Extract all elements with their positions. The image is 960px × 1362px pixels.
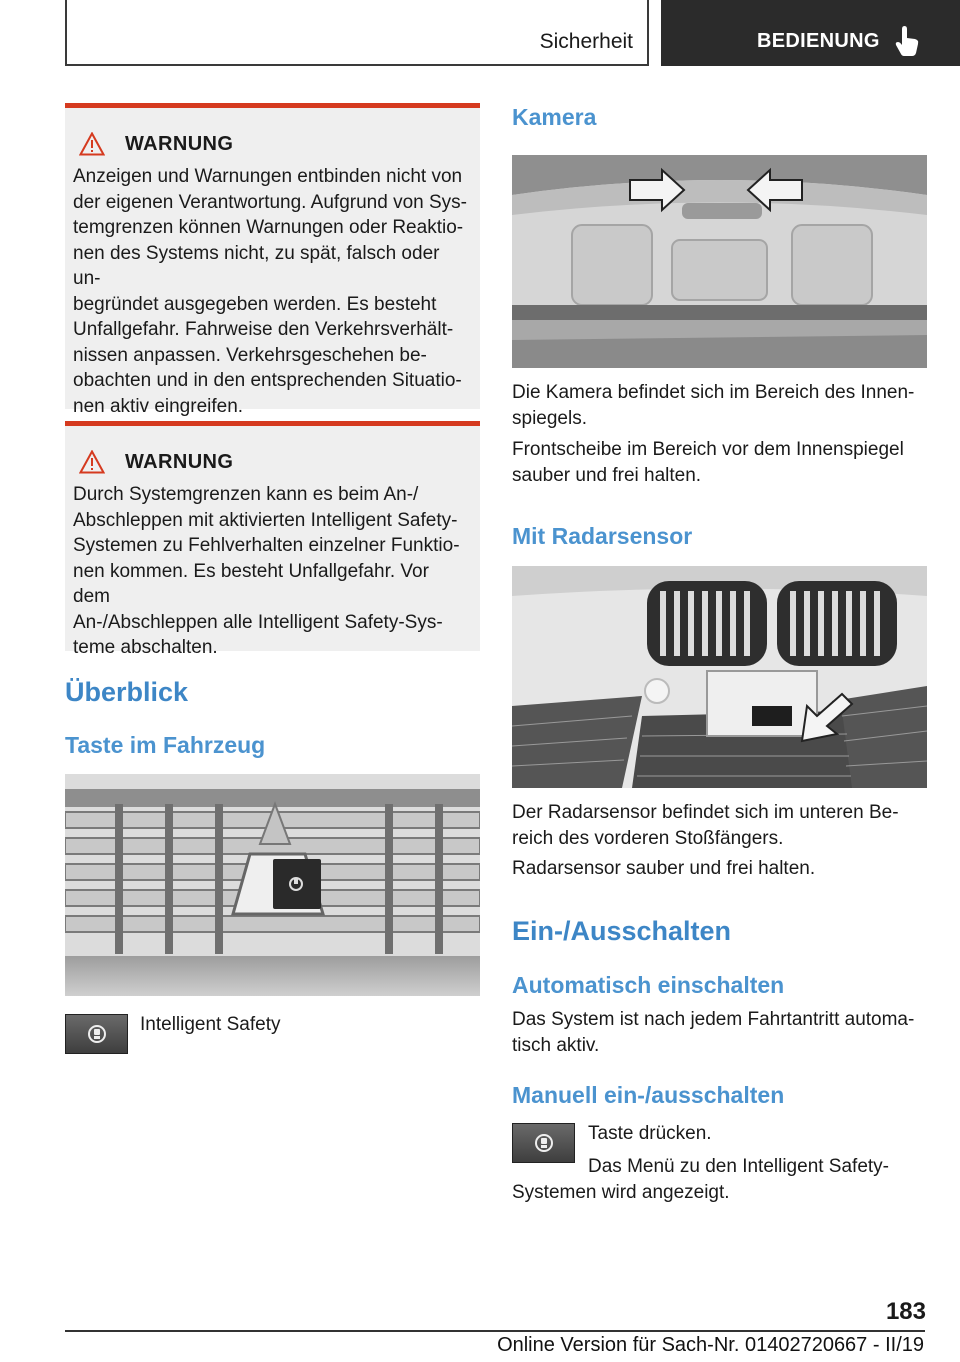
overview-heading: Überblick (65, 677, 189, 707)
radar-sensor-image (512, 566, 927, 788)
button-heading: Taste im Fahrzeug (65, 732, 266, 758)
manual-step-2-line-2: Systemen wird angezeigt. (512, 1182, 730, 1203)
text-line: Frontscheibe im Bereich vor dem Innenspiegel (512, 439, 904, 460)
intelligent-safety-icon (534, 1131, 554, 1155)
footer-version: Online Version für Sach-Nr. 01402720667 - II/19 (497, 1334, 924, 1356)
camera-image (512, 155, 927, 368)
warning-line: Abschleppen mit aktivierten Intelligent Safety‐ (73, 509, 458, 531)
onoff-heading: Ein-/Ausschalten (512, 916, 732, 946)
camera-text-2 (512, 437, 904, 488)
warning-box-2 (65, 421, 480, 658)
button-caption: Intelligent Safety (140, 1014, 281, 1035)
warning-triangle-icon (79, 450, 105, 474)
header-section-tab (65, 0, 649, 66)
footer-divider (65, 1330, 925, 1332)
radar-heading: Mit Radarsensor (512, 523, 693, 549)
text-line: Der Radarsensor befindet sich im unteren Be‐ (512, 802, 899, 823)
warning-line: Durch Systemgrenzen kann es beim An‐/ (73, 484, 419, 505)
warning-text (73, 164, 470, 419)
warning-line: nen aktiv eingreifen. (73, 395, 244, 417)
camera-text-1 (512, 380, 914, 431)
radar-text-1 (512, 800, 899, 851)
auto-text (512, 1007, 914, 1058)
radar-text-2: Radarsensor sauber und frei halten. (512, 858, 816, 879)
text-line: reich des vorderen Stoßfängers. (512, 827, 784, 849)
warning-line: der eigenen Verantwortung. Aufgrund von Sys‐ (73, 191, 467, 213)
manual-step-2-line-1: Das Menü zu den Intelligent Safety‐ (588, 1156, 890, 1177)
warning-title: WARNUNG (125, 450, 234, 473)
page-number: 183 (885, 1298, 926, 1325)
button-in-vehicle-image (65, 774, 480, 996)
text-line: sauber und frei halten. (512, 464, 702, 486)
warning-line: nissen anpassen. Verkehrsgeschehen be‐ (73, 344, 427, 366)
intelligent-safety-button-icon (512, 1123, 575, 1163)
warning-line: Unfallgefahr. Fahrweise den Verkehrsverhält‐ (73, 319, 454, 340)
warning-line: Anzeigen und Warnungen entbinden nicht von (73, 166, 463, 187)
text-line: spiegels. (512, 407, 587, 429)
section-label: Sicherheit (539, 30, 633, 53)
manual-heading: Manuell ein-/ausschalten (512, 1082, 785, 1108)
intelligent-safety-icon (87, 1022, 107, 1046)
warning-line: teme abschalten. (73, 637, 218, 658)
warning-line: begründet ausgegeben werden. Es besteht (73, 293, 437, 315)
hand-pointer-icon (893, 26, 921, 56)
auto-heading: Automatisch einschalten (512, 972, 785, 998)
warning-line: temgrenzen können Warnungen oder Reaktio‐ (73, 217, 464, 238)
warning-text (73, 482, 470, 661)
text-line: tisch aktiv. (512, 1034, 600, 1056)
warning-line: nen kommen. Es besteht Unfallgefahr. Vor dem (73, 560, 429, 607)
warning-box-1 (65, 103, 480, 417)
manual-step-1: Taste drücken. (588, 1123, 712, 1144)
text-line: Die Kamera befindet sich im Bereich des Innen‐ (512, 382, 915, 403)
warning-line: An‐/Abschleppen alle Intelligent Safety‐Sys‐ (73, 611, 443, 633)
warning-title: WARNUNG (125, 132, 234, 155)
header-chapter-tab (661, 0, 960, 66)
camera-heading: Kamera (512, 104, 597, 130)
chapter-label: BEDIENUNG (757, 30, 880, 52)
intelligent-safety-button-icon (65, 1014, 128, 1054)
text-line: Das System ist nach jedem Fahrtantritt automa‐ (512, 1009, 915, 1030)
warning-line: nen des Systems nicht, zu spät, falsch oder un‐ (73, 242, 440, 289)
warning-line: obachten und in den entsprechenden Situatio‐ (73, 370, 462, 391)
warning-triangle-icon (79, 132, 105, 156)
warning-line: Systemen zu Fehlverhalten einzelner Funktio‐ (73, 535, 460, 556)
